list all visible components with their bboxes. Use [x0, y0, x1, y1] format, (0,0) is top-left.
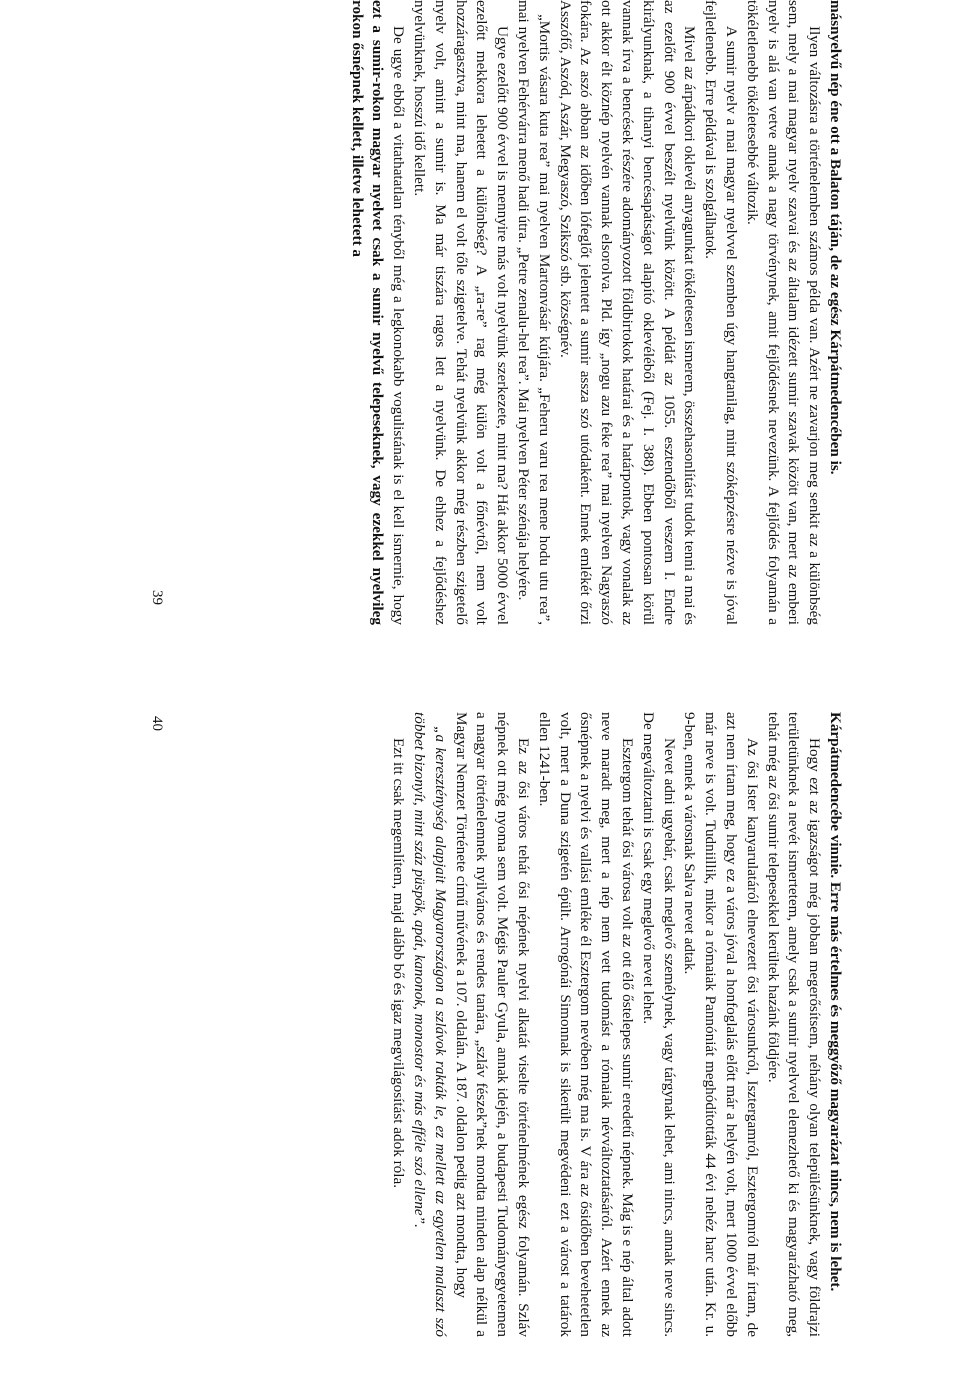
page-number: 40	[149, 716, 165, 731]
quote-paragraph	[408, 712, 450, 1337]
paragraph: Mivel az árpádkori oklevél anyagunkat tökéletesen ismerem, összehasonlítást tudok tenni a mai és az ezelőtt 900 évvel beszélt nyelvünk között. A példát az 1055. esztendőből veszem I. Endre királyunknak, a tihanyi bencésapátságot alapító oklevéléből (Fej. I. 388). Ebben pontosan körül vannak írva a bencések részére adományozott földbirtokok határai és a határpontok, vagy vonalak az ott akkor élt köznép nyelvén vannak elsorolva. Pld. így „nogu azu feke rea” mai nyelven Nagyaszó fokára. Az aszó abban az időben lófeglőt jelentett a sumir assza szó utódaként. Ennek emlékét őrzi Asszófő, Aszód, Aszár, Megyaszó, Szikszó stb. községnév.	[556, 0, 699, 625]
paragraph	[346, 0, 408, 625]
paragraph-text: De ugye ebből a vitathatatlan tényből még a legkonokabb vogulistának is el kell ismernie, hogy	[390, 26, 408, 625]
paragraph: Esztergom tehát ősi városa volt az ott élő őstelepes sumir eredetű népnek. Mág is e nép által adott neve maradt meg, mert a nép nem vett tudomást a rómaiak névváltoztatásáról. Azért ennek az ősnépnek a nyelvi és vallási emléke él Esztergom nevében még ma is. V ára az ősidőben bevehetetlen volt, mert a Duna szigetén épült. Arrogónái Simonnak is sikerült megvédeni ezt a várost a tatárok ellen 1241-ben.	[535, 712, 637, 1337]
paragraph: Ilyen változásra a történelemben számos példa van. Azért ne zavarjon meg senkit az a különbség sem, mely a mai magyar nyelv szavai és az általam idézett sumir szavak között van, mert az emberi nyelv is alá van vetve annak a nagy törvénynek, amit fejlődésnek nevezünk. A fejlődés folyamán a tökéletlenebb tökéletesebbé változik.	[743, 0, 824, 625]
page-39	[127, 0, 845, 625]
paragraph: Hogy ezt az igazságot még jobban megerősítsem, néhány olyan településünknek, vagy földrajzi területünknek a nevét ismertetem, amely csak a sumir nyelvvel elemezhető ki és magyarázható meg, tehát még az ősi sumir telepesekkel kerültek hazánk földjére.	[764, 712, 824, 1337]
italic-quote: „a kereszténység alapjait Magyarországon a szlávok rakták le, ez mellett az egyetlen malaszt szó többet bizonyít, mint száz püspök, apát, kanonok, monostor és más efféle szó ellene”.	[411, 712, 449, 1337]
bold-lead: Kárpátmedencébe vinnie. Erre más értelmes és meggyőző magyarázat nincs, nem is lehet.	[827, 712, 844, 1292]
page-number: 39	[149, 590, 165, 605]
paragraph	[824, 712, 845, 1337]
bold-lead: másnyelvű nép éne ott a Balaton táján, de az egész Kárpátmedencében is.	[827, 0, 844, 475]
page-40	[127, 712, 845, 1337]
paragraph: Ezt itt csak megemlítem, majd alább bő és igaz megvilágosítást adok róla.	[390, 738, 408, 1189]
paragraph: Ugye ezelőtt 900 évvel is mennyire más volt nyelvünk szerkezete, mint ma? Hát akkor 5000 évvel ezelőtt mekkora lehetett a különbség? A „ra-re” rag még külön volt a főnévtől, nem volt hozzáragasztva, mint ma, hanem el volt tőle szigetelve. Tehát nyelvünk akkor még részben szigetelő nyelv volt, amint a sumir is. Ma már tiszára ragos lett a nyelvünk. De ehhez a fejlődéshez nyelvünknek, hosszú idő kellett.	[411, 0, 512, 625]
paragraph: Nevet adni ugyebár, csak meglevő személynek, vagy tárgynak lehet, ami nincs, annak neve sincs. De megváltoztatni is csak egy meglevő nevet lehet.	[639, 712, 678, 1337]
quote-paragraph: „Mortis vásara kuta rea” mai nyelven Martonvásár kútjára. „Feheru varu rea mene hodu utu rea”, mai nyelven Fehérvárra menő hadi útra. „Petre zenalu-hel rea”. Mai nyelven Péter szénája helyére.	[515, 0, 553, 625]
page-text	[346, 0, 845, 625]
paragraph: A sumir nyelv a mai magyar nyelvvel szemben úgy hangtanilag, mint szóképzésre nézve is jóval fejletlenebb. Erre példával is szolgálhatok.	[702, 0, 741, 625]
bold-tail: ezt a sumir-rokon magyar nyelvet csak a sumir nyelvű telepeseknek, vagy ezekkel nyelvileg rokon ősnépnek kellett, illetve lehetett a	[348, 0, 387, 625]
page-text	[387, 712, 845, 1337]
paragraph: Az ősi Ister kanyarulatáról elnevezett ősi városunkról, Isztergamról, Esztergomról már írtam, de azt nem írtam meg, hogy ez a város jóval a honfoglalás előtt már a helyén volt, mert 1000 évvel előbb már neve is volt. Tudniillik, mikor a rómaiak Pannóniát meghódították 44 évi nehéz harc után. Kr. u. 9-ben, ennek a városnak Salva nevet adtak.	[681, 712, 761, 1337]
paragraph: Ez az ősi város tehát ősi népének nyelvi alkatát viselte történelmének egész folyamán. Szláv népnek ott még nyoma sem volt. Mégis Pauler Gyula, annak idején, a budapesti Tudományegyetemen a magyar történelemnek nyilvános és rendes tanára, „szláv fészek”nek mondta minden alap nélkül a Magyar Nemzet Története című művének a 107. oldalán. A 187. oldalon pedig azt mondta, hogy	[452, 712, 533, 1337]
paragraph	[824, 0, 845, 625]
